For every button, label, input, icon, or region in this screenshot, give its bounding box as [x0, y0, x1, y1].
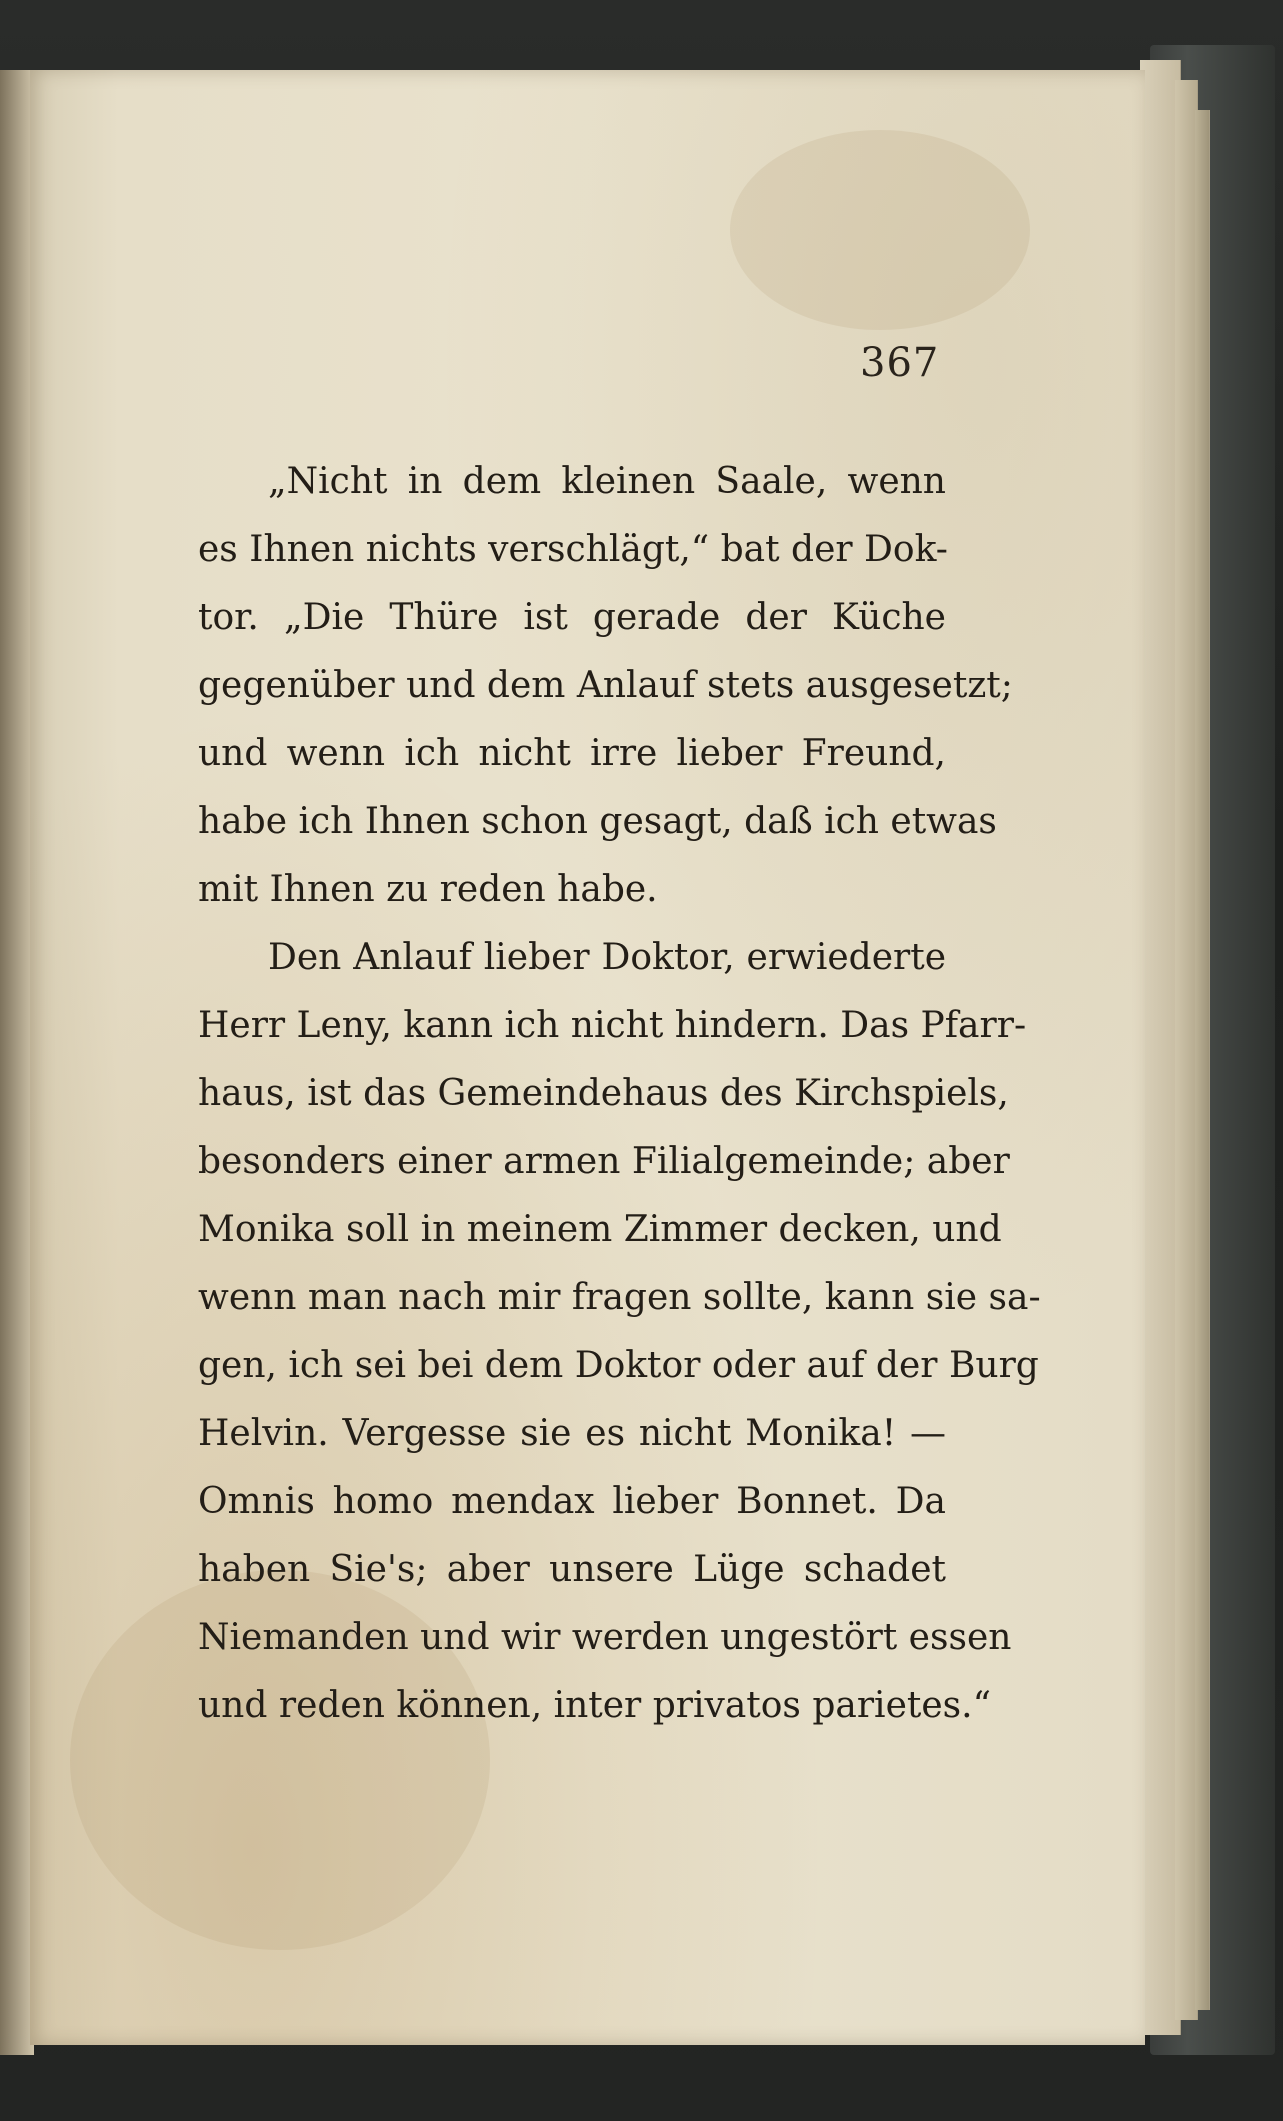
text-line: gegenüber und dem Anlauf stets ausgesetzt; — [198, 665, 1013, 706]
text-line: mit Ihnen zu reden habe. — [198, 869, 658, 910]
text-line: haus, ist das Gemeindehaus des Kirchspiels, — [198, 1073, 1009, 1114]
page-edge — [1195, 110, 1210, 2010]
text-line: Monika soll in meinem Zimmer decken, und — [198, 1209, 1002, 1250]
text-line: Niemanden und wir werden ungestört essen — [198, 1617, 1012, 1658]
text-line: haben Sie's; aber unsere Lüge schadet — [198, 1549, 946, 1590]
text-line: „Nicht in dem kleinen Saale, wenn — [268, 461, 946, 502]
text-line: gen, ich sei bei dem Doktor oder auf der Burg — [198, 1345, 1039, 1386]
text-line: Omnis homo mendax lieber Bonnet. Da — [198, 1481, 946, 1522]
text-line: Den Anlauf lieber Doktor, erwiederte — [268, 937, 946, 978]
text-line: und reden können, inter privatos parietes.“ — [198, 1685, 991, 1726]
text-line: Herr Leny, kann ich nicht hindern. Das Pfarr- — [198, 1005, 1027, 1046]
text-line: und wenn ich nicht irre lieber Freund, — [198, 733, 946, 774]
text-line: tor. „Die Thüre ist gerade der Küche — [198, 597, 946, 638]
text-line: wenn man nach mir fragen sollte, kann sie sa- — [198, 1277, 1041, 1318]
text-line: es Ihnen nichts verschlägt,“ bat der Dok- — [198, 529, 948, 570]
book-page — [30, 70, 1145, 2045]
page-number: 367 — [860, 340, 940, 386]
text-line: Helvin. Vergesse sie es nicht Monika! — — [198, 1413, 946, 1454]
text-line: besonders einer armen Filialgemeinde; aber — [198, 1141, 1010, 1182]
text-line: habe ich Ihnen schon gesagt, daß ich etwas — [198, 801, 997, 842]
facing-page-gutter — [0, 70, 34, 2055]
body-text — [198, 448, 1041, 1740]
page-stain — [730, 130, 1030, 330]
